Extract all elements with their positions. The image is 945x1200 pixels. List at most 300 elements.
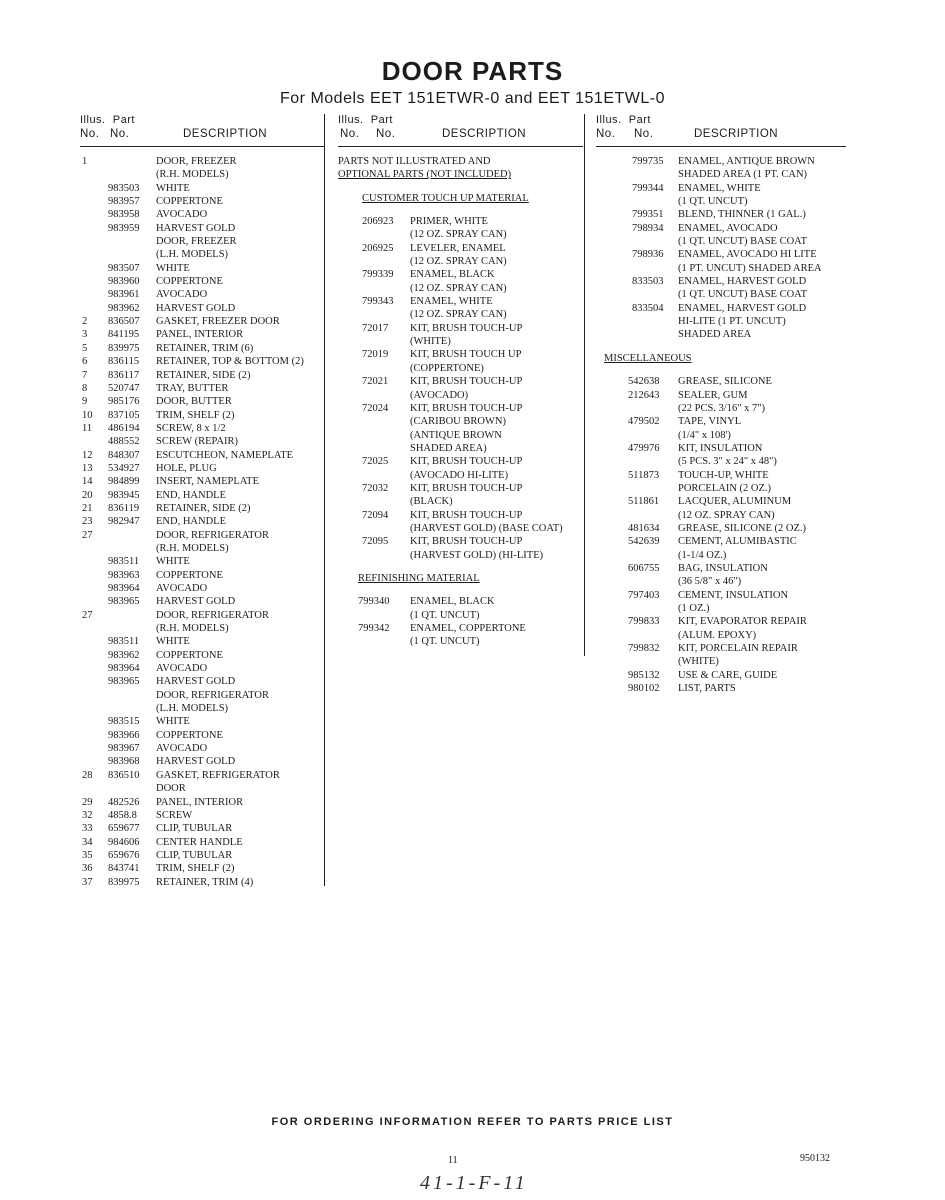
- part-description: ENAMEL, WHITE: [678, 182, 761, 194]
- part-description: (WHITE): [678, 656, 719, 668]
- section-heading-miscellaneous: MISCELLANEOUS: [604, 352, 692, 364]
- part-row: [80, 782, 325, 795]
- part-description: HARVEST GOLD: [156, 222, 236, 234]
- refinishing-list: [338, 595, 583, 648]
- part-description: AVOCADO: [156, 289, 208, 301]
- part-row: [596, 222, 846, 235]
- part-number: 983945: [108, 489, 140, 501]
- part-row: [80, 355, 325, 368]
- part-row: [338, 348, 583, 361]
- part-description: END, HANDLE: [156, 516, 226, 528]
- part-row: [80, 409, 325, 422]
- part-number: 542639: [628, 536, 660, 548]
- part-number: 659677: [108, 823, 140, 835]
- part-description: TAPE, VINYL: [678, 416, 742, 428]
- part-number: 983959: [108, 222, 140, 234]
- part-description: ENAMEL, AVOCADO: [678, 222, 778, 234]
- part-description: ENAMEL, ANTIQUE BROWN: [678, 156, 815, 167]
- part-description: (1 PT. UNCUT) SHADED AREA: [678, 262, 822, 274]
- part-row: [338, 495, 583, 508]
- part-row: [80, 489, 325, 502]
- part-description: (R.H. MODELS): [156, 542, 229, 554]
- part-number: 482526: [108, 796, 140, 808]
- ordering-footer: FOR ORDERING INFORMATION REFER TO PARTS PRICE LIST: [271, 1116, 674, 1128]
- part-description: LEVELER, ENAMEL: [410, 242, 506, 254]
- part-row: [596, 522, 846, 535]
- part-description: AVOCADO: [156, 743, 208, 755]
- column-header: No. No. DESCRIPTION: [80, 128, 268, 140]
- part-description: WHITE: [156, 262, 190, 274]
- illus-number: 32: [82, 809, 93, 821]
- part-description: HARVEST GOLD: [156, 596, 236, 608]
- part-row: [80, 208, 325, 221]
- part-number: 983968: [108, 756, 140, 768]
- part-description: ENAMEL, HARVEST GOLD: [678, 276, 807, 288]
- part-row: [80, 168, 325, 181]
- part-description: DOOR, REFRIGERATOR: [156, 529, 269, 541]
- part-number: 983503: [108, 182, 140, 194]
- miscellaneous-list: [596, 375, 846, 695]
- part-row: [338, 375, 583, 388]
- part-number: 983958: [108, 209, 140, 221]
- part-number: 72024: [362, 402, 389, 414]
- part-description: (ALUM. EPOXY): [678, 629, 757, 641]
- part-number: 481634: [628, 522, 660, 534]
- part-number: 983964: [108, 583, 140, 594]
- part-row: [80, 796, 325, 809]
- illus-number: 10: [82, 409, 93, 421]
- part-description: (12 OZ. SPRAY CAN): [410, 309, 507, 321]
- part-number: 837105: [108, 409, 140, 421]
- part-row: [596, 288, 846, 301]
- part-row: [80, 675, 325, 688]
- part-description: GREASE, SILICONE (2 OZ.): [678, 522, 807, 534]
- part-number: 206925: [362, 242, 394, 254]
- part-row: [596, 155, 846, 168]
- illus-number: 33: [82, 823, 93, 835]
- part-row: [80, 235, 325, 248]
- part-number: 799340: [358, 596, 390, 608]
- part-description: SCREW: [156, 809, 193, 821]
- part-number: 799351: [632, 209, 664, 221]
- part-row: [338, 469, 583, 482]
- part-description: (HARVEST GOLD) (BASE COAT): [410, 522, 563, 534]
- part-row: [80, 569, 325, 582]
- part-description: DOOR, REFRIGERATOR: [156, 609, 269, 621]
- header-rule: [80, 146, 325, 147]
- part-description: (5 PCS. 3" x 24" x 48"): [678, 456, 777, 468]
- page-number: 11: [448, 1155, 458, 1166]
- part-row: [80, 369, 325, 382]
- part-description: DOOR, REFRIGERATOR: [156, 689, 269, 701]
- intro-line: PARTS NOT ILLUSTRATED AND: [338, 156, 491, 167]
- part-description: AVOCADO: [156, 209, 208, 221]
- part-description: USE & CARE, GUIDE: [678, 669, 778, 681]
- part-number: 836510: [108, 769, 140, 781]
- part-row: [338, 509, 583, 522]
- part-row: [80, 302, 325, 315]
- part-description: (AVOCADO HI-LITE): [410, 469, 509, 481]
- part-row: [596, 168, 846, 181]
- page-title: DOOR PARTS: [381, 56, 564, 86]
- header-rule: [338, 146, 583, 147]
- part-description: COPPERTONE: [156, 196, 223, 208]
- illus-number: 11: [82, 422, 93, 434]
- part-description: COPPERTONE: [156, 569, 223, 581]
- part-row: [80, 182, 325, 195]
- part-number: 983962: [108, 302, 140, 314]
- part-row: [80, 862, 325, 875]
- part-row: [338, 389, 583, 402]
- part-row: [80, 849, 325, 862]
- part-description: (R.H. MODELS): [156, 169, 229, 181]
- part-row: [80, 435, 325, 448]
- part-number: 980102: [628, 683, 660, 695]
- touch-up-list: [338, 215, 583, 562]
- illus-number: 34: [82, 836, 93, 848]
- part-row: [80, 649, 325, 662]
- part-row: [338, 268, 583, 281]
- part-number: 799343: [362, 296, 394, 308]
- part-description: HARVEST GOLD: [156, 676, 236, 688]
- part-row: [80, 876, 325, 889]
- illus-number: 12: [82, 449, 93, 461]
- part-description: KIT, PORCELAIN REPAIR: [678, 643, 798, 655]
- part-description: ENAMEL, AVOCADO HI LITE: [678, 249, 817, 261]
- part-number: 72025: [362, 456, 389, 468]
- illus-number: 35: [82, 849, 93, 861]
- part-number: 984899: [108, 476, 140, 488]
- part-row: [596, 602, 846, 615]
- part-description: SHADED AREA): [410, 442, 487, 454]
- column-divider: [584, 114, 585, 656]
- part-number: 983967: [108, 743, 140, 755]
- part-description: GASKET, FREEZER DOOR: [156, 316, 280, 328]
- part-description: TRIM, SHELF (2): [156, 863, 235, 875]
- part-number: 983966: [108, 729, 140, 741]
- part-row: [338, 429, 583, 442]
- part-row: [80, 449, 325, 462]
- part-number: 983960: [108, 276, 140, 288]
- part-row: [596, 455, 846, 468]
- part-row: [596, 629, 846, 642]
- part-description: (AVOCADO): [410, 389, 469, 401]
- part-row: [596, 535, 846, 548]
- part-description: CLIP, TUBULAR: [156, 849, 233, 861]
- part-number: 983957: [108, 196, 140, 208]
- part-row: [338, 622, 583, 635]
- part-number: 983962: [108, 649, 140, 661]
- part-row: [596, 642, 846, 655]
- part-number: 659676: [108, 849, 140, 861]
- part-row: [80, 822, 325, 835]
- part-row: [80, 315, 325, 328]
- part-row: [596, 315, 846, 328]
- illus-number: 37: [82, 876, 93, 888]
- illus-number: 21: [82, 502, 93, 514]
- part-description: (CARIBOU BROWN): [410, 416, 506, 428]
- part-number: 983965: [108, 676, 140, 688]
- page-subtitle: For Models EET 151ETWR-0 and EET 151ETWL-0: [280, 90, 665, 107]
- part-number: 799833: [628, 616, 660, 628]
- part-row: [596, 442, 846, 455]
- part-description: LACQUER, ALUMINUM: [678, 496, 792, 508]
- part-description: END, HANDLE: [156, 489, 226, 501]
- part-row: [80, 635, 325, 648]
- part-row: [338, 215, 583, 228]
- section-heading-refinishing: REFINISHING MATERIAL: [358, 572, 480, 584]
- part-number: 488552: [108, 436, 140, 448]
- part-number: 984606: [108, 836, 140, 848]
- part-row: [596, 195, 846, 208]
- part-description: WHITE: [156, 182, 190, 194]
- part-description: RETAINER, TRIM (4): [156, 876, 254, 888]
- part-description: WHITE: [156, 716, 190, 728]
- part-description: PRIMER, WHITE: [410, 216, 488, 228]
- part-description: DOOR, BUTTER: [156, 396, 232, 408]
- part-description: COPPERTONE: [156, 649, 223, 661]
- part-description: KIT, BRUSH TOUCH-UP: [410, 509, 523, 521]
- part-row: [80, 395, 325, 408]
- part-row: [80, 595, 325, 608]
- part-row: [80, 382, 325, 395]
- part-number: 848307: [108, 449, 140, 461]
- column-header: No. No. DESCRIPTION: [340, 128, 527, 140]
- part-description: DOOR: [156, 783, 186, 795]
- part-number: 839975: [108, 876, 140, 888]
- part-row: [338, 228, 583, 241]
- part-row: [338, 402, 583, 415]
- part-number: 799832: [628, 643, 660, 655]
- column-header: No. No. DESCRIPTION: [596, 128, 779, 140]
- part-row: [596, 429, 846, 442]
- part-description: GREASE, SILICONE: [678, 376, 772, 388]
- part-row: [338, 335, 583, 348]
- part-row: [80, 529, 325, 542]
- part-description: PANEL, INTERIOR: [156, 796, 244, 808]
- part-row: [596, 509, 846, 522]
- part-description: KIT, EVAPORATOR REPAIR: [678, 616, 807, 628]
- part-description: SEALER, GUM: [678, 389, 748, 401]
- part-number: 72019: [362, 349, 389, 361]
- part-number: 983511: [108, 556, 140, 568]
- part-description: SHADED AREA: [678, 329, 752, 341]
- part-row: [596, 615, 846, 628]
- part-row: [596, 482, 846, 495]
- part-description: ENAMEL, WHITE: [410, 296, 493, 308]
- parts-list: [80, 155, 325, 889]
- part-row: [338, 362, 583, 375]
- part-row: [596, 182, 846, 195]
- part-row: [80, 342, 325, 355]
- illus-number: 20: [82, 489, 93, 501]
- part-row: [338, 635, 583, 648]
- part-number: 836115: [108, 356, 140, 368]
- part-row: [596, 469, 846, 482]
- part-row: [80, 742, 325, 755]
- part-number: 983964: [108, 663, 140, 675]
- part-description: DOOR, FREEZER: [156, 236, 237, 248]
- part-description: TOUCH-UP, WHITE: [678, 469, 769, 481]
- part-row: [80, 542, 325, 555]
- part-row: [338, 535, 583, 548]
- parts-column-2: [338, 114, 583, 649]
- part-row: [80, 555, 325, 568]
- part-description: SCREW (REPAIR): [156, 436, 238, 448]
- part-row: [80, 155, 325, 168]
- part-description: WHITE: [156, 636, 190, 648]
- illus-number: 3: [82, 329, 88, 341]
- part-number: 486194: [108, 422, 140, 434]
- part-number: 983515: [108, 716, 140, 728]
- part-row: [338, 255, 583, 268]
- part-row: [338, 295, 583, 308]
- part-row: [80, 662, 325, 675]
- part-row: [80, 609, 325, 622]
- part-description: AVOCADO: [156, 663, 208, 675]
- part-row: [338, 522, 583, 535]
- part-row: [80, 248, 325, 261]
- part-row: [80, 328, 325, 341]
- part-description: KIT, BRUSH TOUCH UP: [410, 349, 522, 361]
- part-description: KIT, BRUSH TOUCH-UP: [410, 482, 523, 494]
- part-row: [596, 549, 846, 562]
- part-description: (ANTIQUE BROWN: [410, 429, 502, 441]
- part-description: (12 OZ. SPRAY CAN): [410, 229, 507, 241]
- part-row: [338, 282, 583, 295]
- part-number: 843741: [108, 863, 140, 875]
- part-description: KIT, BRUSH TOUCH-UP: [410, 322, 523, 334]
- part-description: KIT, INSULATION: [678, 442, 763, 454]
- part-row: [338, 415, 583, 428]
- part-number: 799344: [632, 182, 664, 194]
- part-number: 520747: [108, 382, 140, 394]
- part-number: 72021: [362, 376, 389, 388]
- part-row: [596, 375, 846, 388]
- part-row: [338, 595, 583, 608]
- illus-number: 8: [82, 382, 88, 394]
- part-description: (1 QT. UNCUT) BASE COAT: [678, 236, 808, 248]
- illus-number: 7: [82, 369, 88, 381]
- part-number: 983511: [108, 636, 140, 648]
- header-rule: [596, 146, 846, 147]
- part-row: [338, 308, 583, 321]
- column-header-top: Illus. Part: [80, 114, 135, 126]
- part-row: [596, 402, 846, 415]
- part-number: 985176: [108, 396, 140, 408]
- part-row: [338, 609, 583, 622]
- part-row: [596, 275, 846, 288]
- part-description: BAG, INSULATION: [678, 562, 768, 574]
- part-description: SHADED AREA (1 PT. CAN): [678, 169, 808, 181]
- part-row: [80, 622, 325, 635]
- part-description: LIST, PARTS: [678, 683, 736, 695]
- part-number: 833504: [632, 302, 664, 314]
- part-row: [338, 455, 583, 468]
- part-number: 479976: [628, 442, 660, 454]
- part-description: (BLACK): [410, 496, 453, 508]
- part-description: KIT, BRUSH TOUCH-UP: [410, 536, 523, 548]
- part-description: CLIP, TUBULAR: [156, 823, 233, 835]
- part-description: CEMENT, INSULATION: [678, 589, 789, 601]
- part-number: 839975: [108, 342, 140, 354]
- part-description: ESCUTCHEON, NAMEPLATE: [156, 449, 294, 461]
- part-description: RETAINER, TOP & BOTTOM (2): [156, 356, 304, 368]
- illus-number: 28: [82, 769, 93, 781]
- part-row: [80, 702, 325, 715]
- part-number: 72017: [362, 322, 389, 334]
- part-row: [338, 549, 583, 562]
- part-row: [80, 475, 325, 488]
- part-row: [338, 242, 583, 255]
- part-description: (1 QT. UNCUT) BASE COAT: [678, 289, 808, 301]
- part-description: DOOR, FREEZER: [156, 156, 237, 167]
- part-description: (22 PCS. 3/16" x 7"): [678, 402, 766, 414]
- illus-number: 14: [82, 476, 93, 488]
- part-row: [596, 262, 846, 275]
- part-description: KIT, BRUSH TOUCH-UP: [410, 456, 523, 468]
- part-row: [596, 682, 846, 695]
- part-number: 983965: [108, 596, 140, 608]
- column-divider: [324, 114, 325, 886]
- part-description: (1 QT. UNCUT): [678, 196, 748, 208]
- part-row: [80, 836, 325, 849]
- part-description: (1/4" x 108'): [678, 429, 731, 441]
- part-number: 72094: [362, 509, 389, 521]
- part-description: BLEND, THINNER (1 GAL.): [678, 209, 806, 221]
- part-description: RETAINER, SIDE (2): [156, 369, 251, 381]
- part-description: (R.H. MODELS): [156, 623, 229, 635]
- part-row: [80, 288, 325, 301]
- part-description: HOLE, PLUG: [156, 462, 217, 474]
- part-number: 799342: [358, 623, 390, 634]
- part-description: PORCELAIN (2 OZ.): [678, 482, 772, 494]
- part-number: 985132: [628, 669, 660, 681]
- parts-column-3: [596, 114, 846, 695]
- part-description: AVOCADO: [156, 583, 208, 594]
- part-description: (1-1/4 OZ.): [678, 549, 727, 561]
- part-number: 4858.8: [108, 809, 137, 821]
- part-row: [80, 755, 325, 768]
- illus-number: 5: [82, 342, 88, 354]
- illus-number: 27: [82, 529, 93, 541]
- part-description: (COPPERTONE): [410, 362, 484, 374]
- part-row: [596, 655, 846, 668]
- illus-number: 1: [82, 156, 88, 167]
- part-row: [338, 322, 583, 335]
- part-row: [80, 222, 325, 235]
- part-description: RETAINER, SIDE (2): [156, 502, 251, 514]
- part-row: [80, 502, 325, 515]
- part-description: SCREW, 8 x 1/2: [156, 422, 226, 434]
- column-header-top: Illus. Part: [338, 114, 393, 126]
- part-number: 836119: [108, 502, 140, 514]
- part-row: [596, 208, 846, 221]
- part-description: (1 QT. UNCUT): [410, 636, 480, 648]
- part-row: [596, 495, 846, 508]
- part-number: 511873: [628, 469, 660, 481]
- part-row: [596, 389, 846, 402]
- parts-column-1: [80, 114, 325, 889]
- part-number: 479502: [628, 416, 660, 428]
- part-number: 799339: [362, 269, 394, 281]
- part-row: [80, 729, 325, 742]
- illus-number: 23: [82, 516, 93, 528]
- part-description: HI-LITE (1 PT. UNCUT): [678, 316, 786, 328]
- part-number: 72095: [362, 536, 389, 548]
- illus-number: 29: [82, 796, 93, 808]
- part-description: ENAMEL, BLACK: [410, 596, 495, 608]
